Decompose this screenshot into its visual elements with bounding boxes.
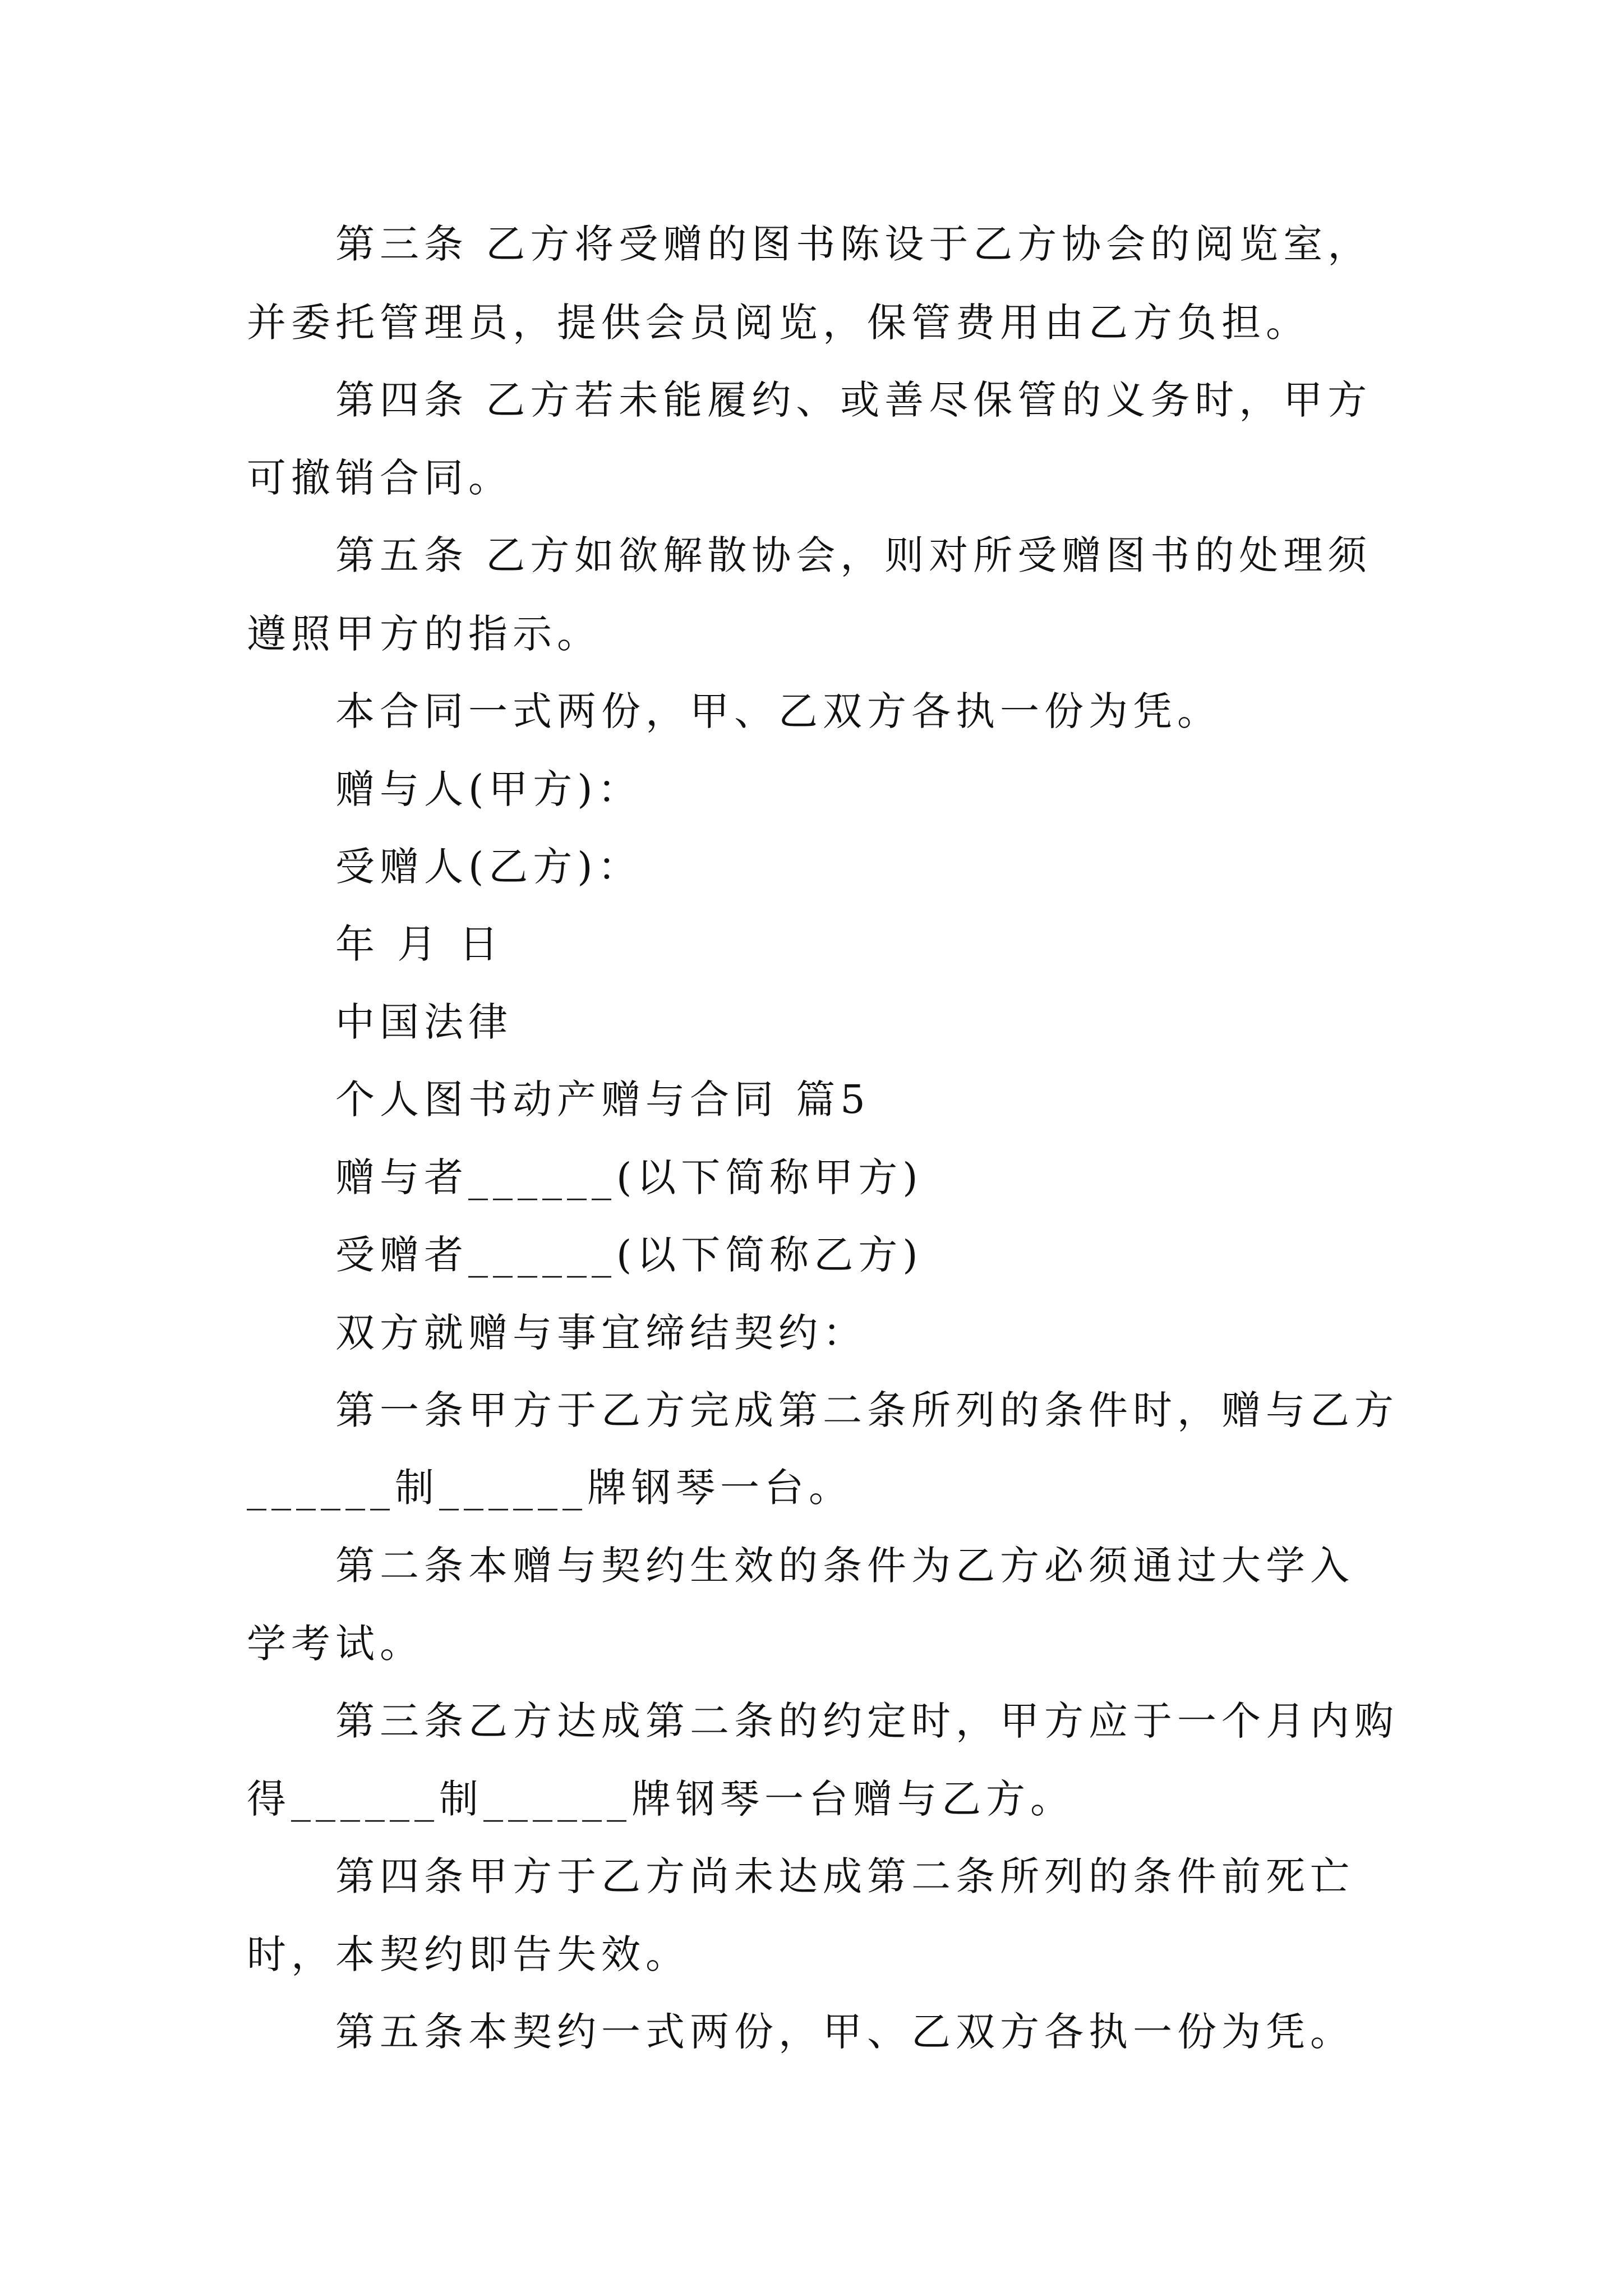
- donor-signature-label: 赠与人(甲方)：: [335, 766, 642, 812]
- clause-5-line-1: 第五条本契约一式两份，甲、乙双方各执一份为凭。: [335, 2009, 1354, 2055]
- section-title: 个人图书动产赠与合同 篇5: [335, 1076, 870, 1122]
- clause-4-line-2: 时，本契约即告失效。: [247, 1931, 690, 1977]
- donee-line: 受赠者______(以下简称乙方): [335, 1232, 923, 1278]
- agreement-intro: 双方就赠与事宜缔结契约：: [335, 1310, 867, 1356]
- clause-1-line-1: 第一条甲方于乙方完成第二条所列的条件时，赠与乙方: [335, 1387, 1399, 1433]
- contract-copies-clause: 本合同一式两份，甲、乙双方各执一份为凭。: [335, 688, 1221, 734]
- donee-signature-label: 受赠人(乙方)：: [335, 844, 642, 890]
- clause-2-line-1: 第二条本赠与契约生效的条件为乙方必须通过大学入: [335, 1543, 1354, 1589]
- article-3-line-2: 并委托管理员，提供会员阅览，保管费用由乙方负担。: [247, 300, 1310, 346]
- clause-3-line-2: 得______制______牌钢琴一台赠与乙方。: [247, 1776, 1075, 1822]
- source-label: 中国法律: [335, 999, 513, 1045]
- article-4-line-1: 第四条 乙方若未能履约、或善尽保管的义务时，甲方: [335, 377, 1372, 423]
- clause-3-line-1: 第三条乙方达成第二条的约定时，甲方应于一个月内购: [335, 1698, 1399, 1744]
- date-line: 年 月 日: [335, 921, 504, 967]
- article-4-line-2: 可撤销合同。: [247, 455, 513, 501]
- article-5-line-1: 第五条 乙方如欲解散协会，则对所受赠图书的处理须: [335, 532, 1372, 578]
- clause-1-line-2: ______制______牌钢琴一台。: [247, 1465, 853, 1511]
- clause-4-line-1: 第四条甲方于乙方尚未达成第二条所列的条件前死亡: [335, 1853, 1354, 1899]
- article-3-line-1: 第三条 乙方将受赠的图书陈设于乙方协会的阅览室，: [335, 221, 1372, 267]
- clause-2-line-2: 学考试。: [247, 1621, 424, 1667]
- donor-line: 赠与者______(以下简称甲方): [335, 1154, 923, 1200]
- article-5-line-2: 遵照甲方的指示。: [247, 611, 601, 657]
